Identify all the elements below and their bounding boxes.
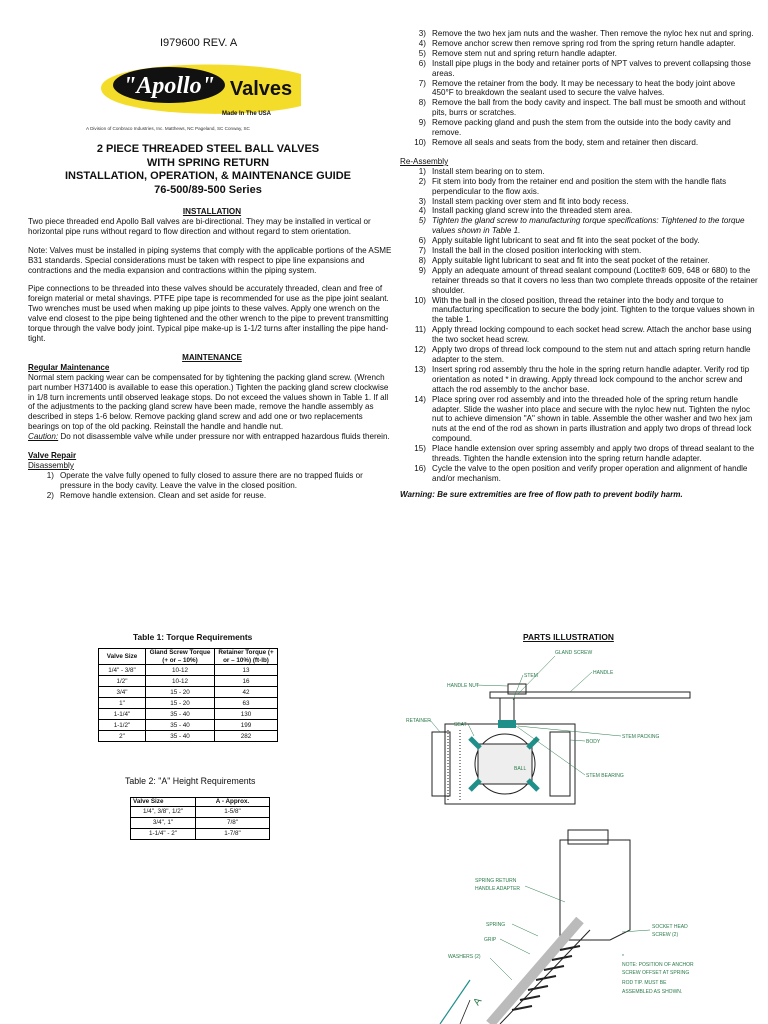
table-header-cell: Retainer Torque (+ or – 10%) (ft-lb) <box>215 649 278 665</box>
list-item: 10) With the ball in the closed position, thread the retainer into the body and torque to manufacturing specification to secure the body joint. Tighten to the torque values shown in the table 1. <box>414 295 755 325</box>
logo-valves-text: Valves <box>229 78 293 100</box>
list-item: 6) Install pipe plugs in the body and retainer ports of NPT valves to prevent collapsing those areas. <box>418 58 751 78</box>
list-item: 8) Apply suitable light lubricant to seat and fit into the seat pocket of the retainer. <box>418 255 710 265</box>
list-item: 5) Remove stem nut and spring return handle adapter. <box>418 48 617 58</box>
table-row: 1/2" 10-12 16 <box>99 676 278 687</box>
list-item: 15) Place handle extension over spring assembly and apply two drops of thread sealant to the threads. Tighten the handle extension into the spring return handle adapter. <box>414 444 755 464</box>
label-washers: WASHERS (2) <box>448 954 481 960</box>
table-header-cell: A - Approx. <box>196 798 270 807</box>
parts-diagram <box>400 640 760 1024</box>
reassembly-heading: Re-Assembly <box>400 156 449 166</box>
title-line-4: 76-500/89-500 Series <box>154 183 262 196</box>
label-handle-nut: HANDLE NUT <box>447 683 479 689</box>
list-item: 6) Apply suitable light lubricant to seat and fit into the seat pocket of the body. <box>418 236 700 246</box>
list-item: 1) Install stem bearing on to stem. <box>418 166 545 176</box>
document-title <box>30 143 386 197</box>
valve-drawing <box>432 684 690 804</box>
title-line-1: 2 PIECE THREADED STEEL BALL VALVES <box>96 143 320 155</box>
table2-title: Table 2: "A" Height Requirements <box>125 776 256 786</box>
document-id: I979600 REV. A <box>160 37 238 49</box>
table-header-cell: Gland Screw Torque (+ or – 10%) <box>146 649 215 665</box>
logo-apollo-text: "Apollo" <box>123 73 215 99</box>
table-header-row <box>131 798 270 807</box>
table-row: 1" 15 - 20 63 <box>99 698 278 709</box>
caution-paragraph <box>28 432 396 442</box>
list-item: 11) Apply thread locking compound to each socket head screw. Attach the anchor base using the two socket head screw. <box>414 325 752 345</box>
table-row: 3/4" 15 - 20 42 <box>99 687 278 698</box>
list-item: 7) Remove the retainer from the body. It may be necessary to heat the body joint above 450°F to breakdown the sealant used to secure the valve halves. <box>418 78 736 98</box>
note-line-1: NOTE: POSITION OF ANCHOR <box>622 962 694 968</box>
caution-text: Do not disassemble valve while under pressure nor with entrapped hazardous fluids therein. <box>58 432 390 442</box>
label-spring: SPRING <box>486 922 506 928</box>
table1-title: Table 1: Torque Requirements <box>133 632 253 642</box>
warning-text: Warning: Be sure extremities are free of flow path to prevent bodily harm. <box>400 489 683 499</box>
list-item: 16) Cycle the valve to the open position and verify proper operation and alignment of handle and/or mechanism. <box>414 463 748 483</box>
table-header-cell: Valve Size <box>131 798 196 807</box>
spring-assembly-drawing <box>440 830 630 1024</box>
list-item: 14) Place spring over rod assembly and into the threaded hole of the spring return handle adapter. Slide the washer into place and secure with the nyloc hew nut. Tighten the nyloc nut to achieve dimension "A" shown in table. Assemble the other washer and two hex jam nuts at the end of the rod as shown in parts illustration and apply two drops of thread lock compound. <box>414 394 753 444</box>
table-row: 1-1/4" - 2" 1-7/8" <box>131 828 270 839</box>
list-item: 7) Install the ball in the closed position interlocking with stem. <box>418 246 642 256</box>
table-row: 2" 35 - 40 282 <box>99 731 278 742</box>
list-item: 2) Remove handle extension. Clean and set aside for reuse. <box>46 490 267 500</box>
title-line-3: INSTALLATION, OPERATION, & MAINTENANCE GUIDE <box>65 170 351 182</box>
disassembly-list-left <box>28 471 396 501</box>
regular-maintenance-heading: Regular Maintenance <box>28 362 110 372</box>
label-spring-return: SPRING RETURN <box>475 878 517 884</box>
label-stem-packing: STEM PACKING <box>622 734 660 740</box>
table-row: 1/4", 3/8", 1/2" 1-5/8" <box>131 806 270 817</box>
list-item: 8) Remove the ball from the body cavity and inspect. The ball must be smooth and without pits, burrs or scratches. <box>418 98 746 118</box>
installation-paragraph-3: Pipe connections to be threaded into these valves should be accurately threaded, clean and free of foreign material or metal shavings. PTFE pipe tape is recommended for use as the pipe joint sealant. Two wrenches must be used when making up pipe joints to these valves. Apply one wrench on the valve end closest to the pipe being tightened and the other wrench to the pipe to prevent transmitting torque through the valve body joint. Typical pipe make-up is 1-1/2 turns after installing the pipe hand-tight. <box>28 284 389 343</box>
caution-label: Caution: <box>28 432 59 442</box>
height-table <box>130 797 270 840</box>
label-grip: GRIP <box>484 937 497 943</box>
parts-illustration-title: PARTS ILLUSTRATION <box>523 632 614 642</box>
note-line-4: ASSEMBLED AS SHOWN. <box>622 989 683 995</box>
list-item: 12) Apply two drops of thread lock compound to the stem nut and attach spring return handle adapter to the stem. <box>414 345 751 364</box>
maintenance-heading: MAINTENANCE <box>182 352 242 362</box>
table-row: 1-1/4" 35 - 40 130 <box>99 709 278 720</box>
right-column <box>400 29 758 500</box>
list-item: 5) Tighten the gland screw to manufacturing torque specifications: Tightened to the torque values shown in Table 1. <box>418 216 745 236</box>
list-item: 2) Fit stem into body from the retainer end and position the stem with the handle flats perpendicular to the flow axis. <box>418 176 727 196</box>
list-item: 13) Insert spring rod assembly thru the hole in the spring return handle adapter. Verify rod tip orientation as noted * in drawing. Apply thread lock compound to the anchor screw and attach the rod assembly to the anchor base. <box>414 364 750 394</box>
label-gland-screw: GLAND SCREW <box>555 650 593 656</box>
note-line-3: ROD TIP. MUST BE <box>622 980 667 986</box>
label-screw-count: SCREW (2) <box>652 932 679 938</box>
division-line: A Division of Conbraco Industries, Inc. Matthews, NC Pageland, SC Conway, SC <box>86 126 250 131</box>
list-item: 4) Remove anchor screw then remove spring rod from the spring return handle adapter. <box>418 38 736 48</box>
reassembly-list <box>400 167 758 484</box>
label-body: BODY <box>586 739 601 745</box>
note-line-2: SCREW OFFSET AT SPRING <box>622 970 690 976</box>
table-row: 3/4", 1" 7/8" <box>131 817 270 828</box>
label-stem-bearing: STEM BEARING <box>586 773 624 779</box>
installation-heading: INSTALLATION <box>182 207 242 216</box>
regular-maintenance-text: Normal stem packing wear can be compensated for by tightening the packing gland screw. (Wrench part number H371400 is available to ease this operation.) Tighten the packing gland screw clockwise in 1/8 turn increments until observed leakage stops. Do not exceed the values shown in Table 1. If all of the adjustments to the packing gland screw have been made, remove the handle assembly as described in steps 1-6 below. Remove packing gland screw and add one or two replacements bearings on top of the old packing. Reinstall the handle and handle nut. <box>28 372 389 432</box>
disassembly-list-right <box>400 29 758 148</box>
table-header-cell: Valve Size <box>99 649 146 665</box>
left-column <box>28 207 396 501</box>
label-seat: SEAT <box>454 722 467 728</box>
valve-repair-heading: Valve Repair <box>28 451 77 461</box>
dimension-a-label: A <box>471 995 485 1008</box>
disassembly-heading: Disassembly <box>28 460 74 470</box>
list-item: 1) Operate the valve fully opened to fully closed to assure there are no trapped fluids or pressure in the body cavity. Leave the valve in the closed position. <box>46 470 363 490</box>
list-item: 3) Remove the two hex jam nuts and the washer. Then remove the nyloc hex nut and spring. <box>418 29 754 38</box>
label-handle-adapter: HANDLE ADAPTER <box>475 886 521 892</box>
made-in-usa: Made In The USA <box>222 111 272 117</box>
label-retainer: RETAINER <box>406 718 431 724</box>
installation-paragraph-2: Note: Valves must be installed in piping systems that comply with the applicable portions of the ASME B31 standards. Special considerations must be taken with respect to pipe line expansions and contractions and the media expansion and contractions within the piping system. <box>28 245 392 275</box>
list-item: 3) Install stem packing over stem and fit into body recess. <box>418 196 629 206</box>
label-handle: HANDLE <box>593 670 614 676</box>
table-row: 1/4" - 3/8" 10-12 13 <box>99 665 278 676</box>
list-item: 9) Remove packing gland and push the stem from the outside into the body cavity and remove. <box>418 118 731 138</box>
apollo-logo <box>95 58 307 120</box>
title-line-2: WITH SPRING RETURN <box>146 156 270 169</box>
label-stem: STEM <box>524 673 538 679</box>
torque-table <box>98 648 278 742</box>
label-socket-head: SOCKET HEAD <box>652 924 688 930</box>
table-row: 1-1/2" 35 - 40 199 <box>99 720 278 731</box>
installation-paragraph-1: Two piece threaded end Apollo Ball valves are bi-directional. They may be installed in vertical or horizontal pipe runs without regard to flow direction and without regard to stem orientation. <box>28 216 371 236</box>
note-star: * <box>622 954 624 960</box>
list-item: 10) Remove all seals and seats from the body, stem and retainer then discard. <box>414 137 699 147</box>
table-header-row <box>99 649 278 665</box>
list-item: 4) Install packing gland screw into the threaded stem area. <box>418 206 633 216</box>
label-ball: BALL <box>514 766 527 772</box>
list-item: 9) Apply an adequate amount of thread sealant compound (Loctite® 609, 648 or 680) to the retainer threads so that it covers no less than two complete threads opposite of the retainer shoulder. <box>418 265 758 295</box>
